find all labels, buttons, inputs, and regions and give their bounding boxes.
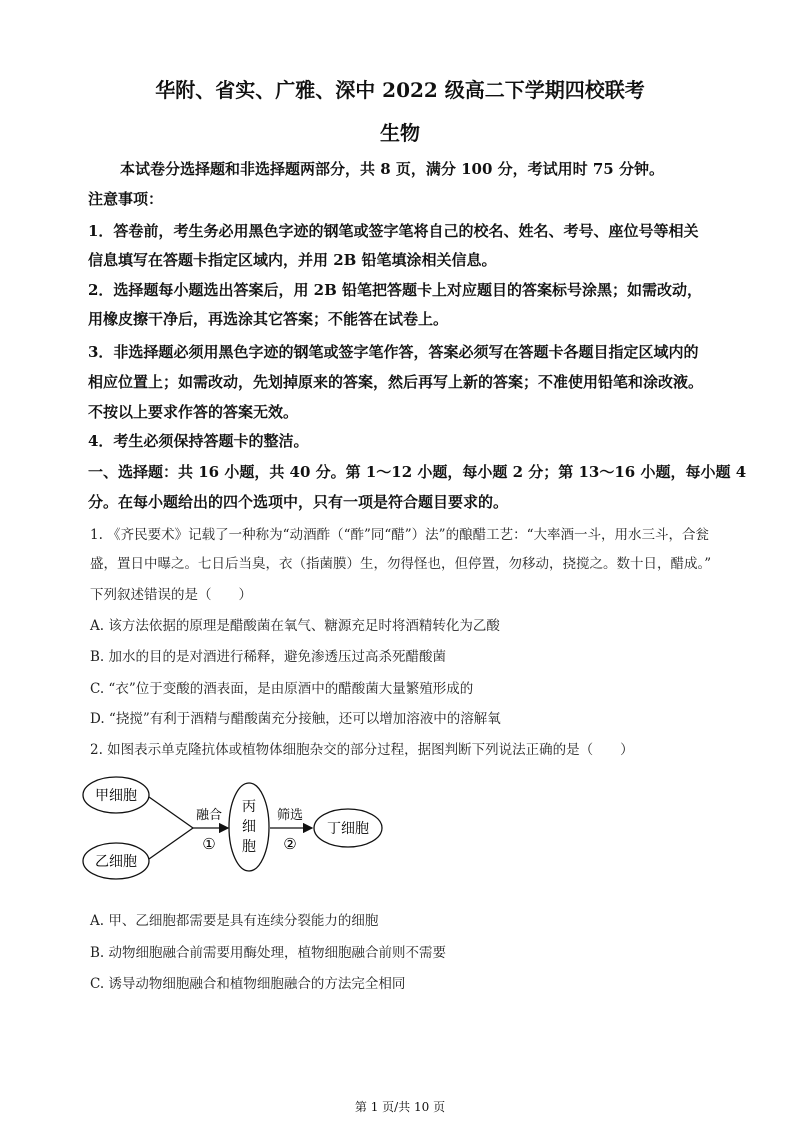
cell-c-label: 胞 (242, 839, 256, 855)
cell-d-label: 丁细胞 (327, 821, 369, 837)
question-1-option-a: A. 该方法依据的原理是醋酸菌在氧气、糖源充足时将酒精转化为乙酸 (90, 618, 500, 634)
notice-line: 3．非选择题必须用黑色字迹的钢笔或签字笔作答，答案必须写在答题卡各题目指定区域内的 (88, 343, 699, 361)
notice-line: 相应位置上；如需改动，先划掉原来的答案，然后再写上新的答案；不准使用铅笔和涂改液。 (88, 373, 704, 391)
notice-line: 不按以上要求作答的答案无效。 (88, 403, 299, 421)
exam-title: 华附、省实、广雅、深中 2022 级高二下学期四校联考 (155, 78, 645, 102)
step2-number: ② (283, 835, 297, 853)
step1-number: ① (202, 835, 216, 853)
cell-c-label: 细 (242, 819, 256, 835)
notice-line: 信息填写在答题卡指定区域内，并用 2B 铅笔填涂相关信息。 (88, 251, 497, 269)
question-2-option-c: C. 诱导动物细胞融合和植物细胞融合的方法完全相同 (90, 976, 406, 992)
question-1-stem: 盛，置日中曝之。七日后当臭，衣（指菌膜）生，勿得怪也，但停置，勿移动，挠搅之。数十日，醋成。” (90, 556, 712, 572)
question-2-option-b: B. 动物细胞融合前需要用酶处理，植物细胞融合前则不需要 (90, 945, 447, 961)
notice-heading: 注意事项： (88, 190, 164, 208)
question-1-option-b: B. 加水的目的是对酒进行稀释，避免渗透压过高杀死醋酸菌 (90, 649, 447, 665)
subject-title: 生物 (380, 121, 420, 145)
cell-b-label: 乙细胞 (95, 854, 137, 870)
cell-a-label: 甲细胞 (95, 788, 137, 804)
converge-line-b (149, 828, 193, 859)
notice-line: 1．答卷前，考生务必用黑色字迹的钢笔或签字笔将自己的校名、姓名、考号、座位号等相关 (88, 222, 699, 240)
notice-line: 用橡皮擦干净后，再选涂其它答案；不能答在试卷上。 (88, 310, 449, 328)
question-1-option-c: C. “衣”位于变酸的酒表面，是由原酒中的醋酸菌大量繁殖形成的 (90, 681, 474, 697)
notice-line: 4．考生必须保持答题卡的整洁。 (88, 432, 309, 450)
step1-label: 融合 (195, 808, 223, 823)
page-footer: 第 1 页/共 10 页 (354, 1100, 446, 1114)
cell-c-label: 丙 (242, 799, 256, 815)
notice-line: 2．选择题每小题选出答案后，用 2B 铅笔把答题卡上对应题目的答案标号涂黑；如需改动， (88, 281, 703, 299)
intro-text: 本试卷分选择题和非选择题两部分，共 8 页，满分 100 分，考试用时 75 分钟。 (120, 160, 664, 178)
question-1-stem: 下列叙述错误的是（ ） (90, 587, 252, 603)
step2-label: 筛选 (276, 808, 304, 823)
converge-line-a (149, 797, 193, 828)
question-2-stem: 2. 如图表示单克隆抗体或植物体细胞杂交的部分过程，据图判断下列说法正确的是（ ） (90, 742, 634, 758)
section-heading: 一、选择题：共 16 小题，共 40 分。第 1～12 小题，每小题 2 分；第 13～16 小题，每小题 4 (88, 463, 747, 481)
section-heading: 分。在每小题给出的四个选项中，只有一项是符合题目要求的。 (88, 493, 509, 511)
question-1-option-d: D. “挠搅”有利于酒精与醋酸菌充分接触，还可以增加溶液中的溶解氧 (90, 711, 501, 727)
question-2-option-a: A. 甲、乙细胞都需要是具有连续分裂能力的细胞 (90, 913, 379, 929)
question-1-stem: 1. 《齐民要术》记载了一种称为“动酒酢（“酢”同“醋”）法”的酿醋工艺：“大率酒一斗，用水三斗，合瓮 (90, 527, 709, 543)
cell-fusion-diagram (80, 768, 420, 888)
